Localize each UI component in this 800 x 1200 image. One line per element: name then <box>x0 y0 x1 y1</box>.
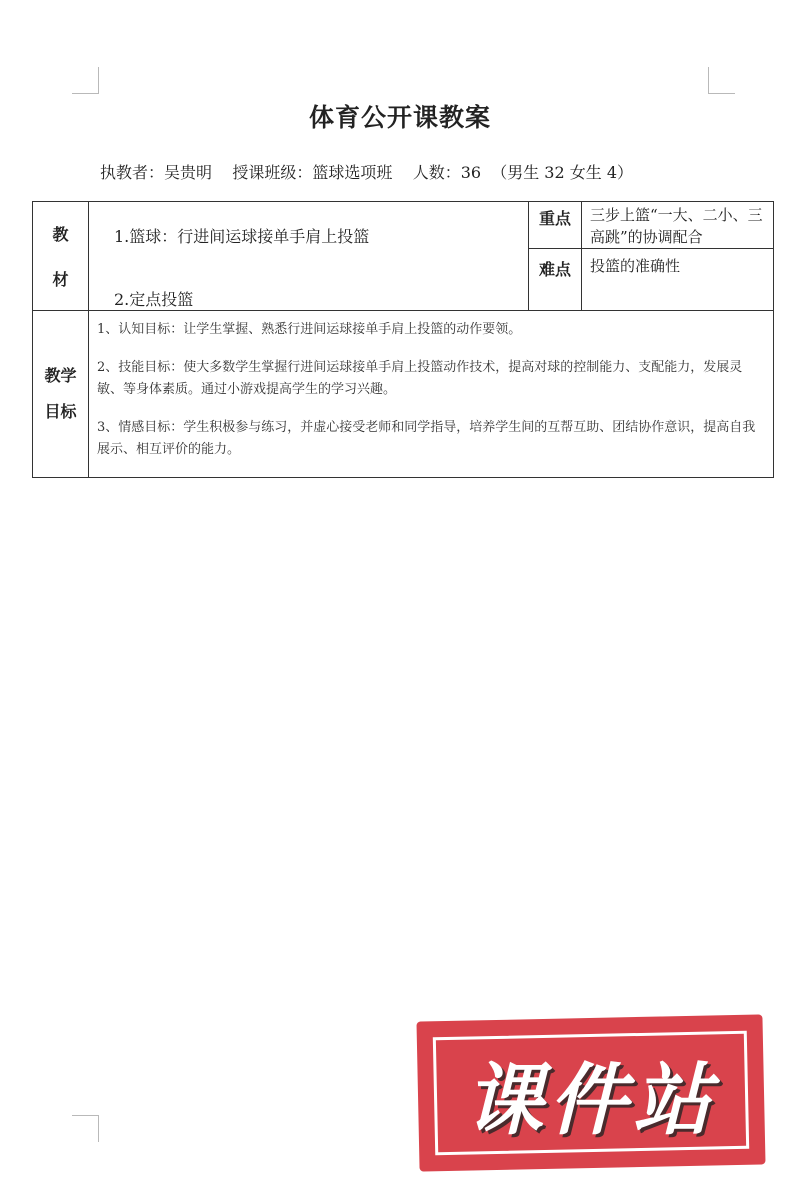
key-point-label: 重点 <box>538 209 571 228</box>
page-corner-mark-bottom-left <box>72 1115 99 1142</box>
page-corner-mark-top-left <box>72 67 99 94</box>
teacher-info-line: 执教者：吴贵明 授课班级：篮球选项班 人数：36 （男生 32 女生 4） <box>100 163 634 182</box>
objective-skill: 2、技能目标：使大多数学生掌握行进间运球接单手肩上投篮动作技术，提高对球的控制能力、支配能力，发展灵敏、等身体素质。通过小游戏提高学生的学习兴趣。 <box>97 360 743 397</box>
page-corner-mark-top-right <box>708 67 735 94</box>
objective-affective: 3、情感目标：学生积极参与练习，并虚心接受老师和同学指导，培养学生间的互帮互助、团结协作意识，提高自我展示、相互评价的能力。 <box>97 420 756 457</box>
watermark-stamp <box>418 1018 764 1168</box>
material-item-1: 1.篮球：行进间运球接单手肩上投篮 <box>114 227 370 246</box>
objectives-label-line-2: 目标 <box>44 402 77 421</box>
objectives-cell <box>89 311 774 478</box>
materials-label-char-1: 教 <box>52 225 69 244</box>
lesson-plan-table <box>32 201 774 478</box>
key-point-text: 三步上篮“一大、二小、三高跳”的协调配合 <box>590 206 763 246</box>
key-point-cell <box>582 202 774 249</box>
difficulty-cell <box>582 249 774 311</box>
objectives-label-line-1: 教学 <box>44 366 77 385</box>
material-item-2: 2.定点投篮 <box>114 290 194 309</box>
difficulty-label-cell <box>529 249 582 311</box>
objectives-label-cell <box>33 311 89 478</box>
objective-cognitive: 1、认知目标：让学生掌握、熟悉行进间运球接单手肩上投篮的动作要领。 <box>97 322 522 337</box>
materials-label-cell <box>33 202 89 311</box>
materials-label-char-2: 材 <box>52 270 69 289</box>
difficulty-text: 投篮的准确性 <box>590 257 681 276</box>
key-point-label-cell <box>529 202 582 249</box>
difficulty-label: 难点 <box>538 260 571 280</box>
document-title: 体育公开课教案 <box>308 103 491 132</box>
materials-cell <box>89 202 529 311</box>
watermark-text: 课件站 <box>464 1056 717 1146</box>
